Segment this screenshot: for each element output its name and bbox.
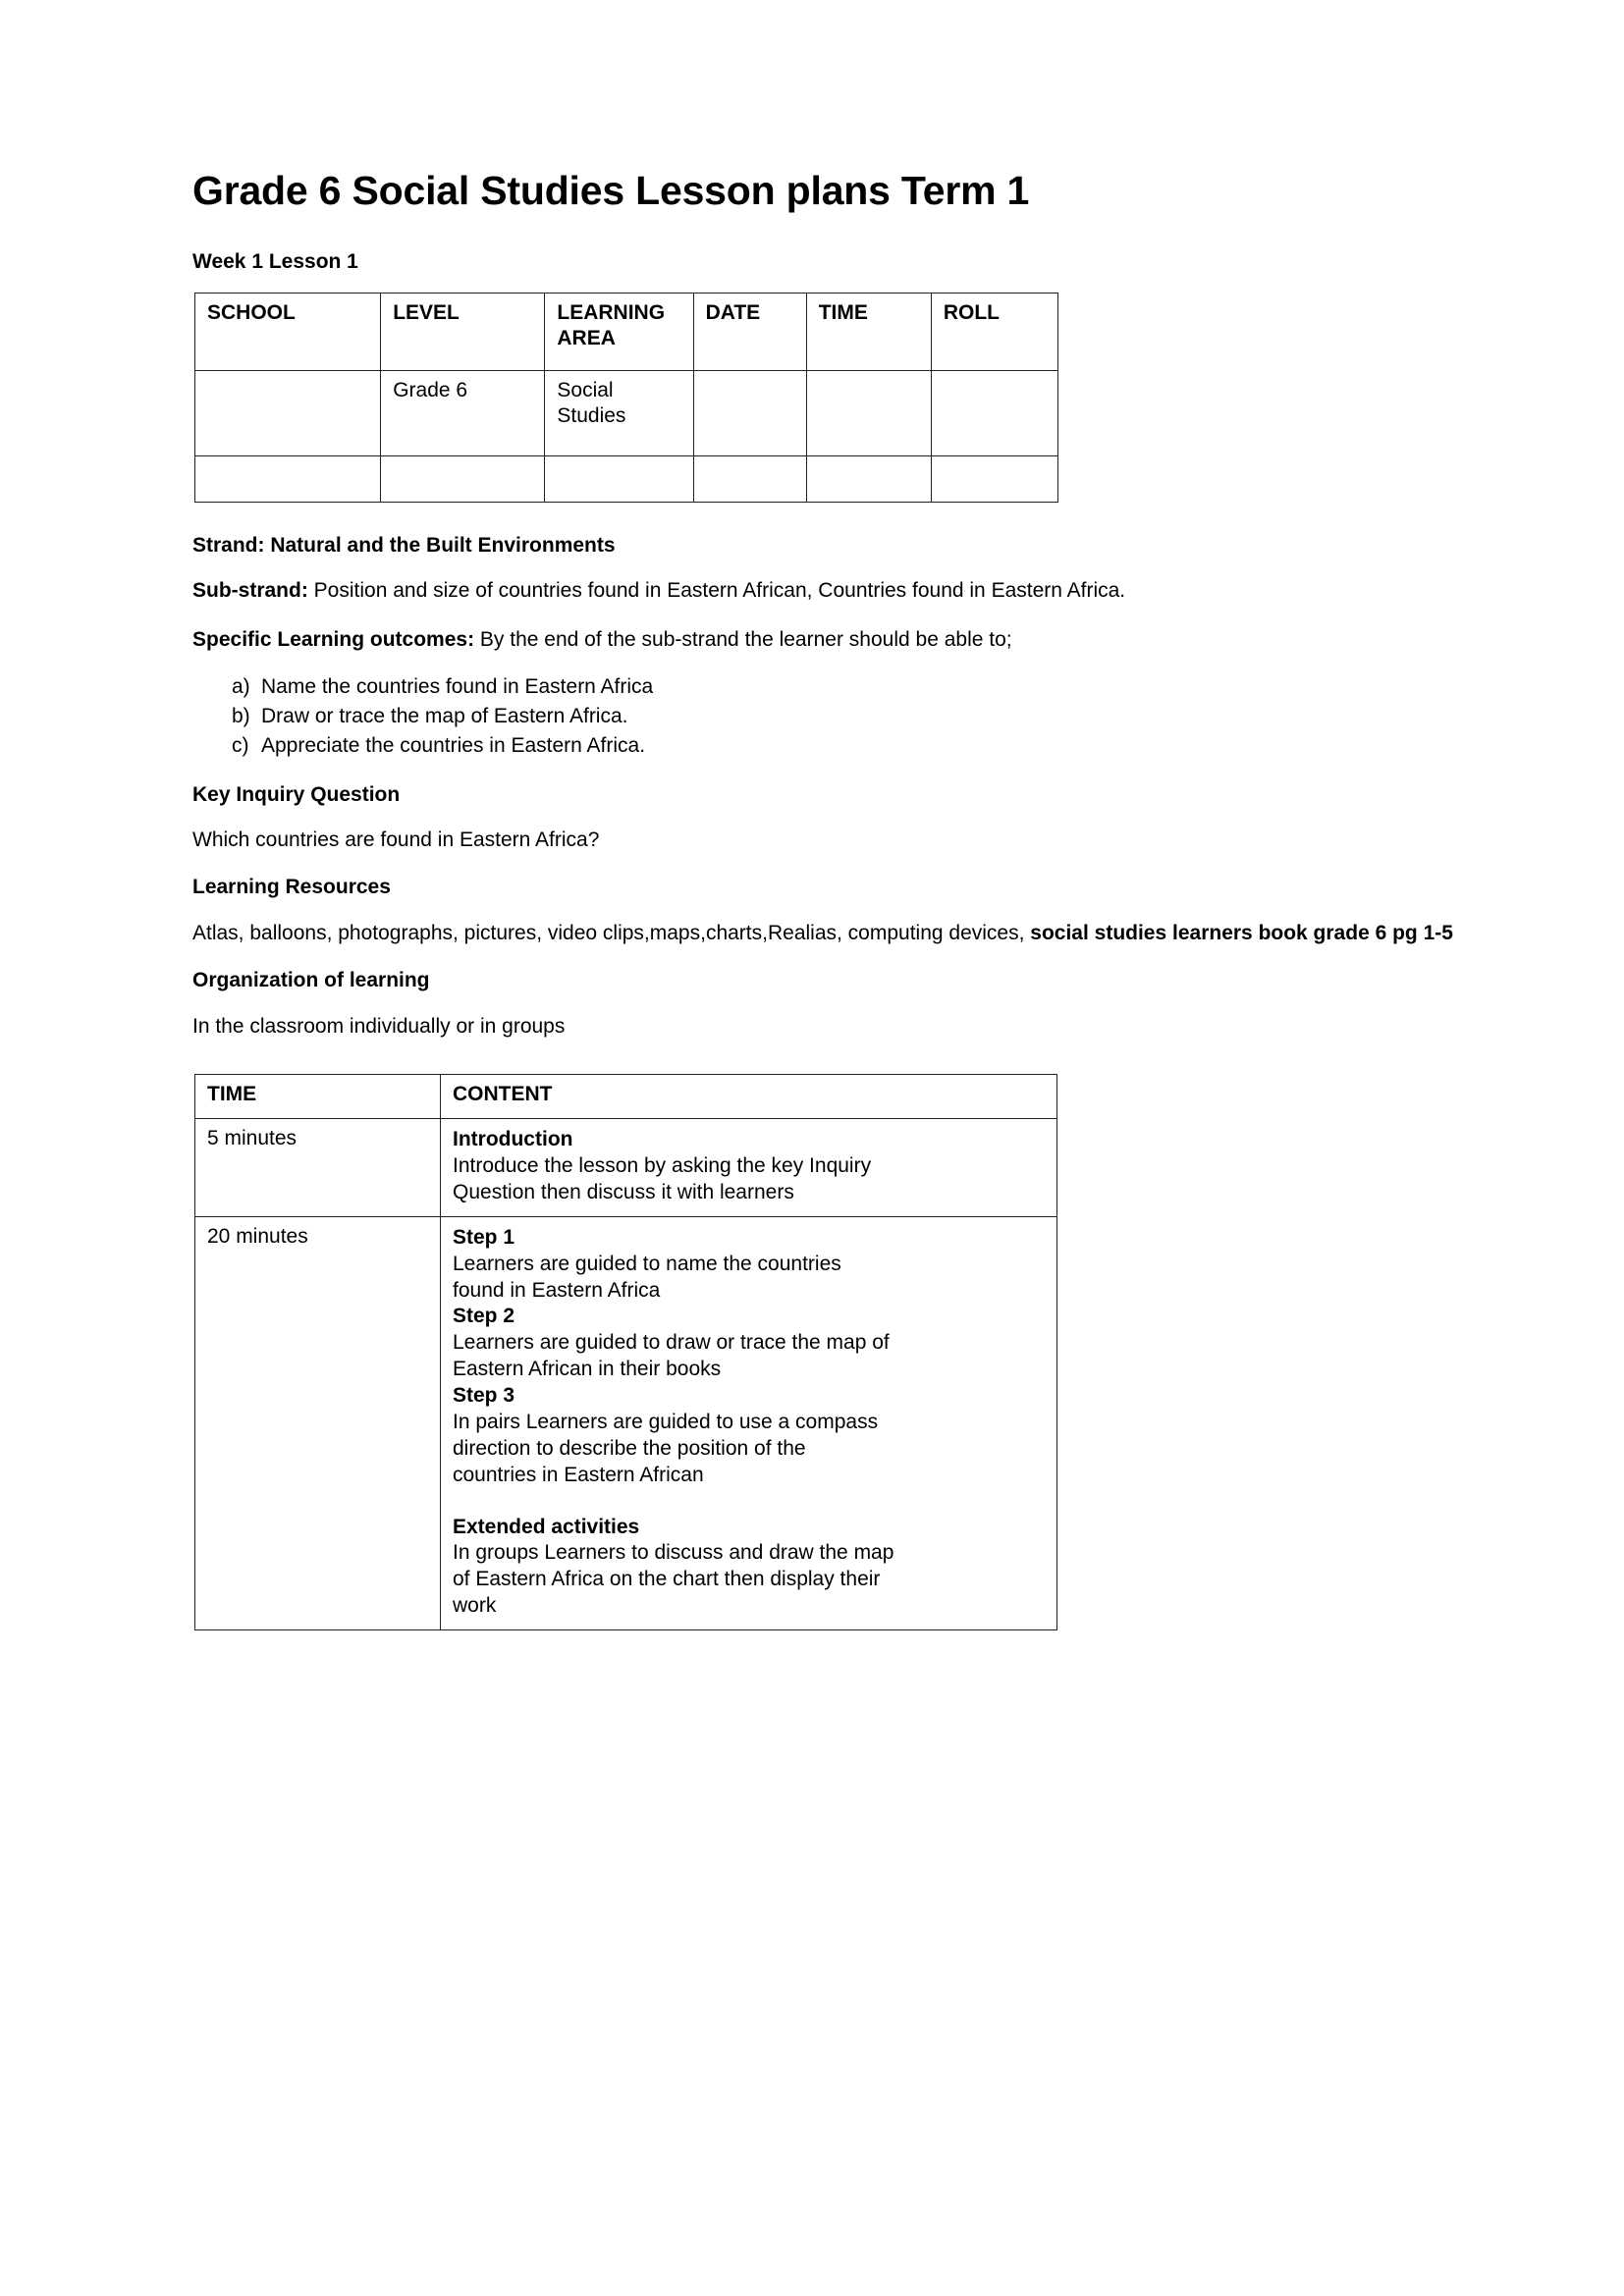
cell-level: Grade 6 xyxy=(381,370,545,455)
content-block-title: Step 2 xyxy=(453,1305,515,1328)
cell-time xyxy=(806,370,931,455)
cell-school-blank xyxy=(195,455,381,502)
content-block-line: In groups Learners to discuss and draw the map xyxy=(453,1541,894,1565)
list-item-text: Appreciate the countries in Eastern Africa. xyxy=(261,733,646,757)
substrand-value: Position and size of countries found in Eastern African, Countries found in Eastern Africa. xyxy=(307,578,1126,602)
page-title: Grade 6 Social Studies Lesson plans Term 1 xyxy=(192,168,1030,213)
table-row xyxy=(195,293,1058,370)
outcomes-label: Specific Learning outcomes: xyxy=(192,628,475,652)
cell-level-blank xyxy=(381,455,545,502)
cell-duration: 20 minutes xyxy=(195,1216,441,1629)
content-block-line: of Eastern Africa on the chart then display their xyxy=(453,1568,881,1591)
cell-learning-area-blank xyxy=(545,455,693,502)
substrand-paragraph xyxy=(192,575,1459,608)
cell-roll-blank xyxy=(931,455,1057,502)
content-block-title: Step 3 xyxy=(453,1384,515,1408)
column-header-content: CONTENT xyxy=(441,1075,1057,1119)
column-header-roll: ROLL xyxy=(931,293,1057,370)
document-content xyxy=(192,167,1459,1630)
week-lesson-label: Week 1 Lesson 1 xyxy=(192,250,358,274)
list-marker: a) xyxy=(232,674,250,698)
table-row xyxy=(195,1119,1057,1217)
cell-content xyxy=(441,1216,1057,1629)
outcomes-lead: By the end of the sub-strand the learner should be able to; xyxy=(474,628,1012,652)
content-block-line: direction to describe the position of the xyxy=(453,1436,806,1460)
table-row xyxy=(195,455,1058,502)
learning-area-line-2: AREA xyxy=(557,327,616,350)
table-row xyxy=(195,1075,1057,1119)
substrand-label: Sub-strand: xyxy=(192,578,308,602)
cell-school xyxy=(195,370,381,455)
content-block-title: Step 1 xyxy=(453,1225,515,1249)
list-item-text: Name the countries found in Eastern Africa xyxy=(261,674,654,698)
learning-area-line-1: LEARNING xyxy=(557,300,666,324)
content-block-line: countries in Eastern African xyxy=(453,1463,704,1486)
organization-heading: Organization of learning xyxy=(192,969,430,992)
organization-table xyxy=(194,1074,1057,1630)
organization-text: In the classroom individually or in groups xyxy=(192,1014,566,1038)
lesson-info-table xyxy=(194,293,1058,503)
cell-learning-area-line-2: Studies xyxy=(557,404,626,428)
column-header-school: SCHOOL xyxy=(195,293,381,370)
learning-resources-heading: Learning Resources xyxy=(192,876,391,899)
outcomes-list xyxy=(192,674,1459,760)
strand-heading: Strand: Natural and the Built Environments xyxy=(192,533,616,557)
list-item xyxy=(192,704,1459,730)
cell-time-blank xyxy=(806,455,931,502)
cell-date-blank xyxy=(693,455,806,502)
key-inquiry-heading: Key Inquiry Question xyxy=(192,782,401,806)
content-block-line: Eastern African in their books xyxy=(453,1358,722,1381)
content-block-line: found in Eastern Africa xyxy=(453,1278,661,1302)
content-block-line: Introduce the lesson by asking the key Inquiry xyxy=(453,1154,872,1178)
list-item xyxy=(192,733,1459,760)
list-marker: c) xyxy=(232,733,249,757)
cell-date xyxy=(693,370,806,455)
content-block-line: In pairs Learners are guided to use a compass xyxy=(453,1410,879,1433)
column-header-date: DATE xyxy=(693,293,806,370)
content-block-line: work xyxy=(453,1594,497,1618)
column-header-time: TIME xyxy=(195,1075,441,1119)
outcomes-paragraph xyxy=(192,624,1459,657)
content-block-line: Question then discuss it with learners xyxy=(453,1180,794,1203)
learning-resources-text xyxy=(192,918,1459,950)
column-header-time: TIME xyxy=(806,293,931,370)
table-row xyxy=(195,370,1058,455)
list-item xyxy=(192,674,1459,701)
content-block-line: Learners are guided to name the countries xyxy=(453,1252,841,1275)
cell-learning-area-line-1: Social xyxy=(557,378,614,401)
cell-content xyxy=(441,1119,1057,1217)
table-row xyxy=(195,1216,1057,1629)
column-header-level: LEVEL xyxy=(381,293,545,370)
cell-duration: 5 minutes xyxy=(195,1119,441,1217)
content-block-line: Learners are guided to draw or trace the map of xyxy=(453,1331,890,1355)
content-block-gap xyxy=(453,1489,1047,1515)
learning-resources-normal: Atlas, balloons, photographs, pictures, video clips,maps,charts,Realias, computing devices, xyxy=(192,921,1031,944)
cell-roll xyxy=(931,370,1057,455)
list-marker: b) xyxy=(232,704,250,727)
cell-learning-area xyxy=(545,370,693,455)
content-block-title: Introduction xyxy=(453,1128,573,1151)
list-item-text: Draw or trace the map of Eastern Africa. xyxy=(261,704,628,727)
learning-resources-bold: social studies learners book grade 6 pg 1-5 xyxy=(1030,921,1453,944)
content-block-title: Extended activities xyxy=(453,1515,640,1538)
column-header-learning-area xyxy=(545,293,693,370)
key-inquiry-question: Which countries are found in Eastern Africa? xyxy=(192,828,600,851)
